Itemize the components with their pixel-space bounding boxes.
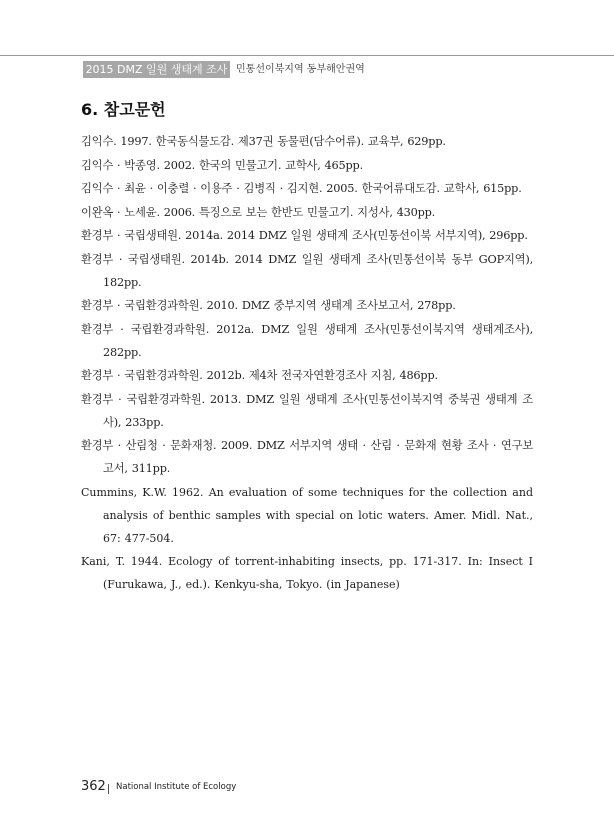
reference-item: 환경부 · 산림청 · 문화재청. 2009. DMZ 서부지역 생태 · 산림 · 문화재 현황 조사 · 연구보고서, 311pp.: [81, 439, 533, 475]
reference-item: Kani, T. 1944. Ecology of torrent-inhabiting insects, pp. 171-317. In: Insect I (Furukawa, J., ed.). Kenkyu-sha, Tokyo. (in Japanese): [81, 555, 533, 591]
header-report-title: 2015 DMZ 일원 생태계 조사: [83, 61, 230, 78]
reference-item: 김익수 · 박종영. 2002. 한국의 민물고기. 교학사, 465pp.: [81, 158, 363, 172]
reference-item: 환경부 · 국립환경과학원. 2010. DMZ 중부지역 생태계 조사보고서, 278pp.: [81, 299, 456, 312]
reference-item: 김익수 · 최윤 · 이충렬 · 이용주 · 김병직 · 김지현. 2005. 한국어류대도감. 교학사, 615pp.: [81, 182, 522, 195]
reference-item: 환경부 · 국립환경과학원. 2013. DMZ 일원 생태계 조사(민통선이북지역 중북권 생태계 조사), 233pp.: [81, 392, 533, 429]
reference-list: [81, 130, 533, 597]
reference-item: 김익수. 1997. 한국동식물도감. 제37권 동물편(담수어류). 교육부, 629pp.: [81, 135, 446, 148]
reference-item: 이완옥 · 노세윤. 2006. 특징으로 보는 한반도 민물고기. 지성사, 430pp.: [81, 205, 436, 219]
reference-item: 환경부 · 국립환경과학원. 2012a. DMZ 일원 생태계 조사(민통선이북지역 생태계조사), 282pp.: [81, 322, 533, 359]
section-title: 6. 참고문헌: [81, 100, 166, 119]
reference-item: 환경부 · 국립생태원. 2014a. 2014 DMZ 일원 생태계 조사(민통선이북 서부지역), 296pp.: [81, 229, 528, 242]
reference-item: 환경부 · 국립환경과학원. 2012b. 제4차 전국자연환경조사 지침, 486pp.: [81, 369, 438, 382]
reference-item: Cummins, K.W. 1962. An evaluation of some techniques for the collection and analysis of benthic samples with special on lotic waters. Amer. Midl. Nat., 67: 477-504.: [81, 485, 533, 545]
footer-divider: [108, 784, 109, 794]
footer-publisher: National Institute of Ecology: [116, 782, 237, 792]
reference-item: 환경부 · 국립생태원. 2014b. 2014 DMZ 일원 생태계 조사(민통선이북 동부 GOP지역), 182pp.: [81, 252, 533, 289]
header-section-label: 민통선이북지역 동부해안권역: [236, 64, 365, 75]
header-rule: [0, 55, 614, 56]
page-number: 362: [81, 779, 106, 794]
